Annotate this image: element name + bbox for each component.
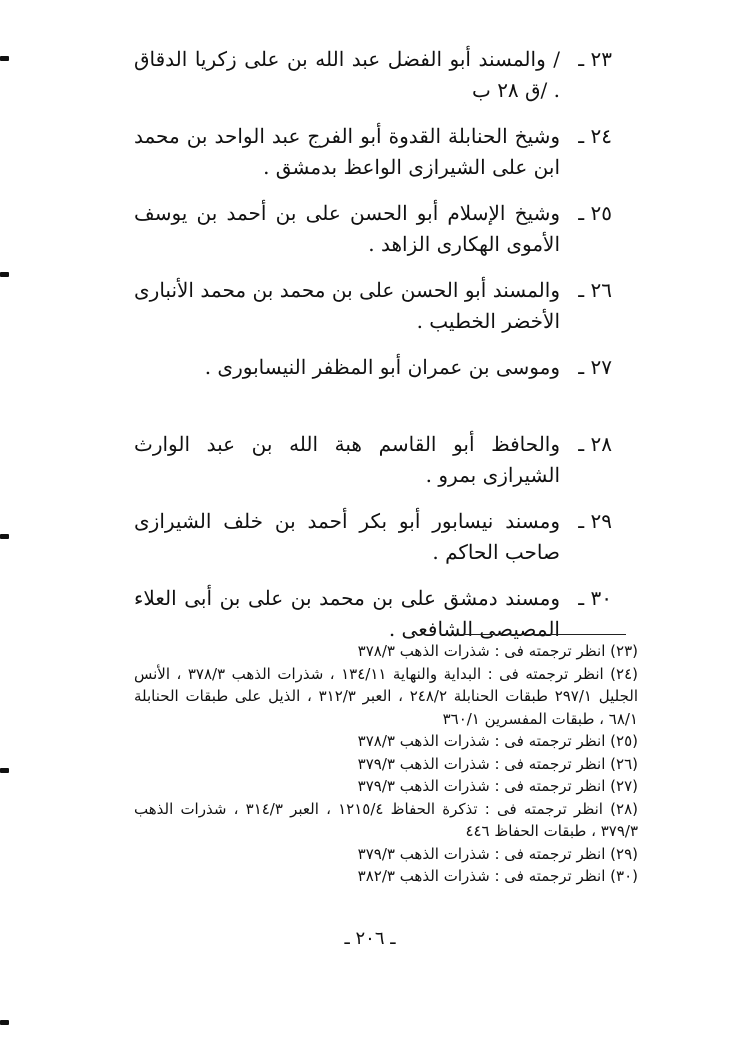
footnote: (٢٣) انظر ترجمته فى : شذرات الذهب ٣٧٨/٣ [357, 642, 638, 660]
footnote: (٢٦) انظر ترجمته فى : شذرات الذهب ٣٧٩/٣ [357, 754, 638, 773]
entry-number: ٢٩ ـ [578, 509, 612, 533]
page-number: ـ ٢٠٦ ـ [344, 928, 396, 949]
entry-number: ٢٣ ـ [578, 47, 612, 71]
footnote: (٣٠) انظر ترجمته فى : شذرات الذهب ٣٨٢/٣ [357, 867, 638, 885]
entry-text: وشيخ الحنابلة القدوة أبو الفرج عبد الواحد بن محمد ابن على الشيرازى الواعظ بدمشق . [134, 124, 560, 179]
entry-text: والحافظ أبو القاسم هبة الله بن عبد الوارث الشيرازى بمرو . [134, 432, 560, 487]
entry-text: ومسند نيسابور أبو بكر أحمد بن خلف الشيرازى صاحب الحاكم . [134, 509, 560, 564]
entry-text: ومسند دمشق على بن محمد بن على بن أبى العلاء المصيصى الشافعى . [134, 586, 560, 641]
entry-text: وشيخ الإسلام أبو الحسن على بن أحمد بن يوسف الأموى الهكارى الزاهد . [134, 201, 560, 256]
entry-number: ٢٤ ـ [578, 124, 612, 148]
margin-mark [0, 1020, 9, 1025]
entry-number: ٣٠ ـ [578, 586, 612, 610]
entry-number: ٢٥ ـ [578, 201, 612, 225]
footnote: (٢٤) انظر ترجمته فى : البداية والنهاية ١٣٤/١١ ، شذرات الذهب ٣٧٨/٣ ، الأنس الجليل ٢٩٧/١ طبقات الحنابلة ٢٤٨/٢ ، العبر ٣١٢/٣ ، الذيل على طبقات الحنابلة ٦٨/١ ، طبقات المفسرين ٣٦٠/١ [134, 664, 638, 728]
narrators-list [134, 44, 612, 660]
entry-text: وموسى بن عمران أبو المظفر النيسابورى . [204, 355, 560, 379]
list-item [134, 429, 612, 506]
footnote: (٢٩) انظر ترجمته فى : شذرات الذهب ٣٧٩/٣ [357, 844, 638, 863]
list-item [134, 121, 612, 198]
margin-mark [0, 768, 9, 773]
entry-number: ٢٦ ـ [578, 278, 612, 302]
list-item [134, 275, 612, 352]
list-item [134, 352, 612, 429]
margin-mark [0, 534, 9, 539]
list-item [134, 198, 612, 275]
footnote: (٢٨) انظر ترجمته فى : تذكرة الحفاظ ١٢١٥/٤ ، العبر ٣١٤/٣ ، شذرات الذهب ٣٧٩/٣ ، طبقات الحفاظ ٤٤٦ [134, 799, 638, 840]
footnote: (٢٧) انظر ترجمته فى : شذرات الذهب ٣٧٩/٣ [357, 777, 638, 795]
footnote-separator [440, 634, 626, 635]
list-item [134, 44, 612, 121]
margin-mark [0, 272, 9, 277]
list-item [134, 506, 612, 583]
entry-number: ٢٨ ـ [578, 432, 612, 456]
footnote: (٢٥) انظر ترجمته فى : شذرات الذهب ٣٧٨/٣ [357, 732, 638, 750]
entry-number: ٢٧ ـ [578, 355, 612, 379]
entry-text: والمسند أبو الحسن على بن محمد بن محمد الأنبارى الأخضر الخطيب . [134, 278, 560, 333]
entry-text: / والمسند أبو الفضل عبد الله بن على زكريا الدقاق . /ق ٢٨ ب [134, 47, 560, 102]
margin-mark [0, 56, 9, 61]
footnotes [134, 640, 638, 888]
